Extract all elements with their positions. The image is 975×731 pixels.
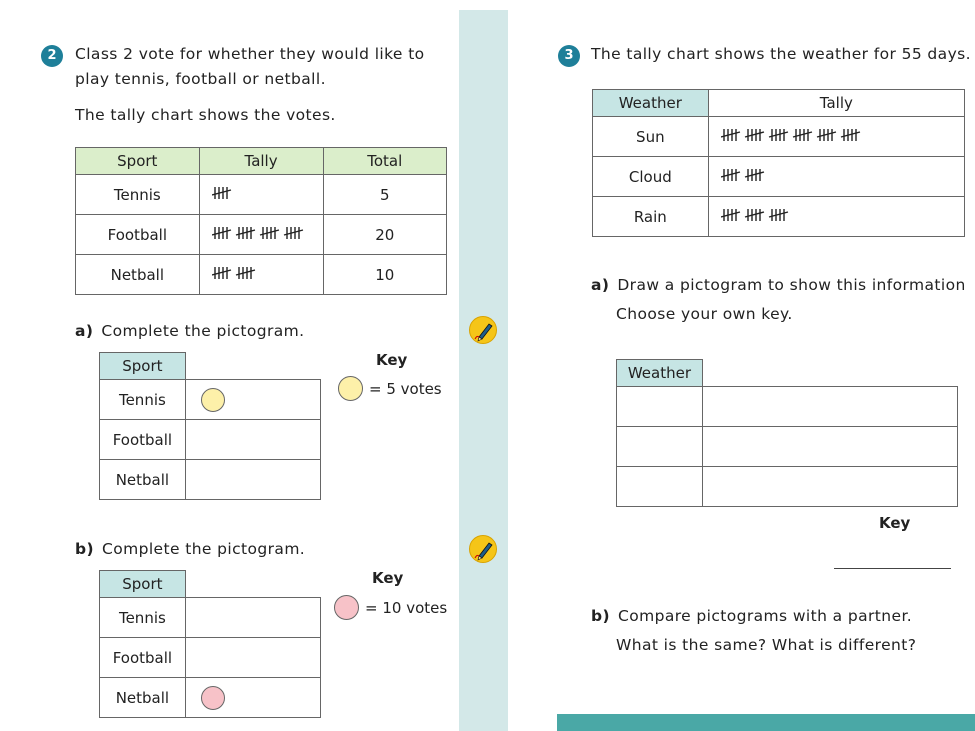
key-entry xyxy=(334,595,447,620)
pictogram-cell[interactable] xyxy=(185,638,320,678)
weather-cell: Sun xyxy=(593,117,709,157)
pictogram-cell[interactable] xyxy=(185,460,320,500)
key-title: Key xyxy=(376,351,408,369)
q2-intro-line1: Class 2 vote for whether they would like to xyxy=(75,45,425,63)
tally-marks xyxy=(708,157,964,197)
table-row xyxy=(617,467,958,507)
tally-icon xyxy=(212,225,308,241)
q3-part-b-line1: b) Compare pictograms with a partner. xyxy=(591,607,913,625)
tally-icon xyxy=(212,185,234,201)
total-cell: 20 xyxy=(323,215,446,255)
pink-circle-icon xyxy=(201,686,225,710)
row-label: Tennis xyxy=(100,380,186,420)
pictogram-cell[interactable] xyxy=(185,380,320,420)
q2-tally-table xyxy=(75,147,447,295)
table-row xyxy=(617,427,958,467)
weather-cell: Rain xyxy=(593,197,709,237)
q2-part-a: a) Complete the pictogram. xyxy=(75,322,305,340)
q2-intro-line2: play tennis, football or netball. xyxy=(75,70,326,88)
q2-part-b: b) Complete the pictogram. xyxy=(75,540,306,558)
table-row xyxy=(593,117,965,157)
key-answer-line[interactable] xyxy=(834,568,951,569)
table-header: Tally xyxy=(708,90,964,117)
pictogram-header: Sport xyxy=(100,571,186,598)
pictogram-cell[interactable] xyxy=(702,387,957,427)
table-row xyxy=(76,175,447,215)
q2-pictogram-b xyxy=(99,570,321,718)
tally-marks xyxy=(199,255,323,295)
pictogram-header: Sport xyxy=(100,353,186,380)
table-row xyxy=(100,678,321,718)
sport-cell: Tennis xyxy=(76,175,200,215)
key-title: Key xyxy=(372,569,404,587)
tally-icon xyxy=(721,207,793,223)
table-row xyxy=(76,215,447,255)
tally-icon xyxy=(721,127,865,143)
row-label-blank[interactable] xyxy=(617,427,703,467)
tally-marks xyxy=(199,215,323,255)
row-label: Netball xyxy=(100,678,186,718)
yellow-circle-icon xyxy=(201,388,225,412)
table-header: Tally xyxy=(199,148,323,175)
table-row xyxy=(593,157,965,197)
pictogram-cell[interactable] xyxy=(702,427,957,467)
q2-subtext: The tally chart shows the votes. xyxy=(75,106,336,124)
table-header: Total xyxy=(323,148,446,175)
pictogram-cell[interactable] xyxy=(185,678,320,718)
pink-circle-icon xyxy=(334,595,359,620)
question-number-badge: 2 xyxy=(41,45,63,67)
q3-part-b-line2: What is the same? What is different? xyxy=(616,636,917,654)
row-label-blank[interactable] xyxy=(617,467,703,507)
table-row xyxy=(76,255,447,295)
q3-part-a-line1: a) Draw a pictogram to show this information xyxy=(591,276,966,294)
q3-tally-table xyxy=(592,89,965,237)
bottom-bar xyxy=(557,714,975,731)
tally-icon xyxy=(721,167,769,183)
tally-icon xyxy=(212,265,260,281)
sport-cell: Football xyxy=(76,215,200,255)
key-entry xyxy=(338,376,442,401)
q3-part-a-line2: Choose your own key. xyxy=(616,305,793,323)
table-row xyxy=(100,460,321,500)
key-text: = 10 votes xyxy=(365,598,448,617)
table-row xyxy=(100,598,321,638)
table-row xyxy=(617,387,958,427)
tally-marks xyxy=(708,197,964,237)
tally-marks xyxy=(199,175,323,215)
table-row xyxy=(100,638,321,678)
q2-pictogram-a xyxy=(99,352,321,500)
pencil-icon xyxy=(469,535,497,563)
row-label: Football xyxy=(100,638,186,678)
row-label: Netball xyxy=(100,460,186,500)
yellow-circle-icon xyxy=(338,376,363,401)
row-label-blank[interactable] xyxy=(617,387,703,427)
q3-pictogram xyxy=(616,359,958,507)
total-cell: 5 xyxy=(323,175,446,215)
page-gutter xyxy=(459,10,508,731)
pictogram-header: Weather xyxy=(617,360,703,387)
question-number-badge: 3 xyxy=(558,45,580,67)
sport-cell: Netball xyxy=(76,255,200,295)
table-row xyxy=(100,380,321,420)
q3-intro: The tally chart shows the weather for 55 days. xyxy=(591,45,971,63)
pictogram-cell[interactable] xyxy=(185,420,320,460)
tally-marks xyxy=(708,117,964,157)
table-header: Sport xyxy=(76,148,200,175)
key-title: Key xyxy=(879,514,911,532)
pictogram-cell[interactable] xyxy=(185,598,320,638)
table-row xyxy=(100,420,321,460)
pictogram-cell[interactable] xyxy=(702,467,957,507)
key-text: = 5 votes xyxy=(369,379,442,398)
total-cell: 10 xyxy=(323,255,446,295)
pencil-icon xyxy=(469,316,497,344)
weather-cell: Cloud xyxy=(593,157,709,197)
table-row xyxy=(593,197,965,237)
table-header: Weather xyxy=(593,90,709,117)
row-label: Tennis xyxy=(100,598,186,638)
row-label: Football xyxy=(100,420,186,460)
